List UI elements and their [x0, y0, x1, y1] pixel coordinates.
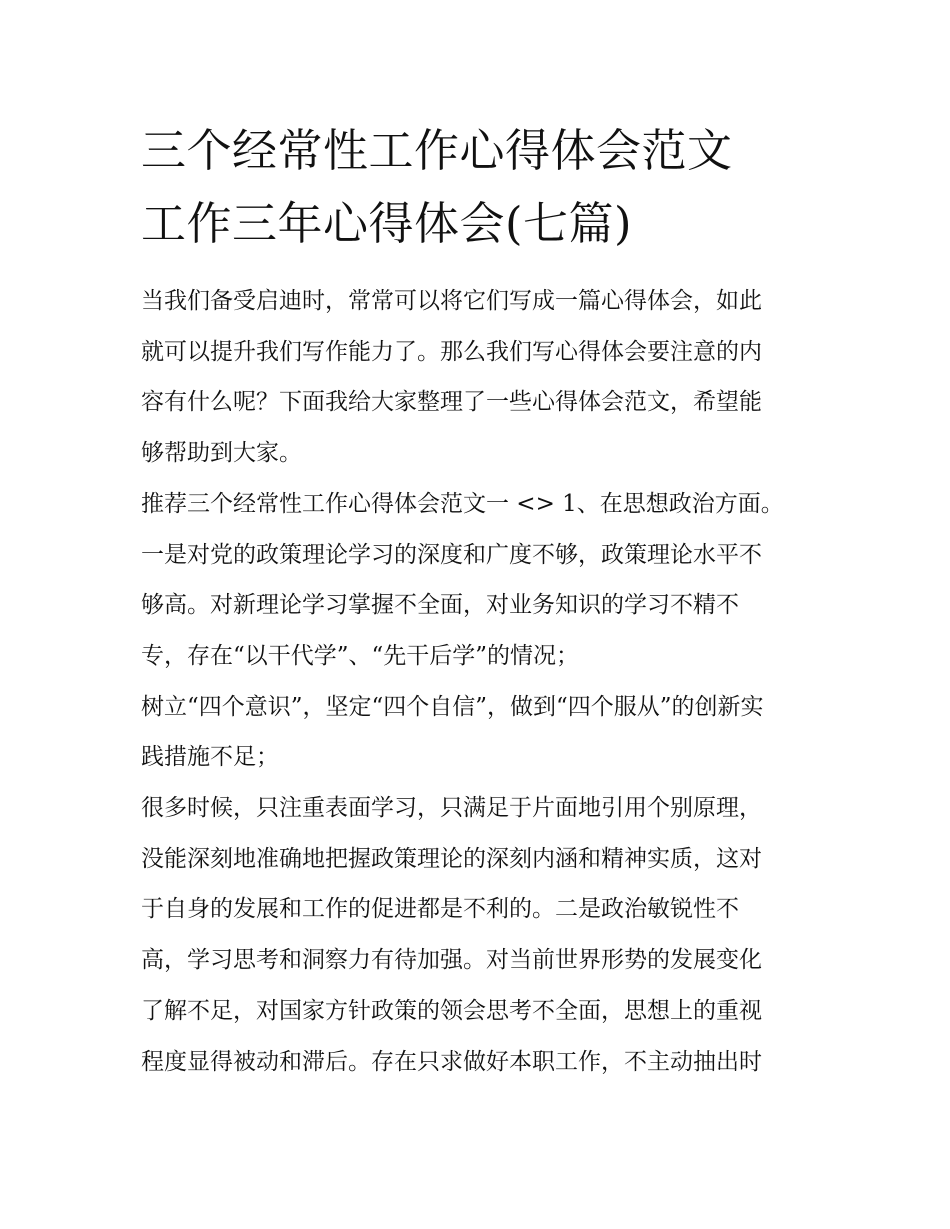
- text-line: 践措施不足；: [141, 744, 279, 771]
- text-line: 够帮助到大家。: [141, 440, 302, 467]
- text-line: 很多时候，只注重表面学习，只满足于片面地引用个别原理，: [141, 795, 762, 822]
- text-line: 当我们备受启迪时，常常可以将它们写成一篇心得体会，如此: [141, 288, 762, 314]
- text-line: 没能深刻地准确地把握政策理论的深刻内涵和精神实质，这对: [141, 845, 762, 872]
- text-line: 容有什么呢？下面我给大家整理了一些心得体会范文，希望能: [141, 389, 762, 416]
- paragraph-political-theory: [141, 479, 813, 682]
- document-title: [141, 114, 841, 260]
- title-line-1: 三个经常性工作心得体会范文: [141, 124, 733, 177]
- text-line: 了解不足，对国家方针政策的领会思考不全面，思想上的重视: [141, 997, 762, 1024]
- title-line-2: 工作三年心得体会(七篇): [141, 197, 633, 250]
- text-line: 就可以提升我们写作能力了。那么我们写心得体会要注意的内: [141, 338, 762, 365]
- text-line: 高，学习思考和洞察力有待加强。对当前世界形势的发展变化: [141, 947, 762, 974]
- paragraph-four-consciousness: [141, 682, 813, 783]
- paragraph-intro: [141, 276, 813, 479]
- paragraph-surface-learning: [141, 783, 813, 1087]
- text-line: 够高。对新理论学习掌握不全面，对业务知识的学习不精不: [141, 592, 739, 619]
- text-line: 一是对党的政策理论学习的深度和广度不够，政策理论水平不: [141, 541, 762, 568]
- text-line: 树立“四个意识”，坚定“四个自信”，做到“四个服从”的创新实: [141, 693, 764, 720]
- text-line: 程度显得被动和滞后。存在只求做好本职工作，不主动抽出时: [141, 1048, 762, 1075]
- text-line: 专，存在“以干代学”、“先干后学”的情况；: [141, 642, 580, 669]
- document-body: [141, 276, 813, 1087]
- text-line: 推荐三个经常性工作心得体会范文一 <> 1、在思想政治方面。: [141, 490, 784, 517]
- text-line: 于自身的发展和工作的促进都是不利的。二是政治敏锐性不: [141, 896, 739, 923]
